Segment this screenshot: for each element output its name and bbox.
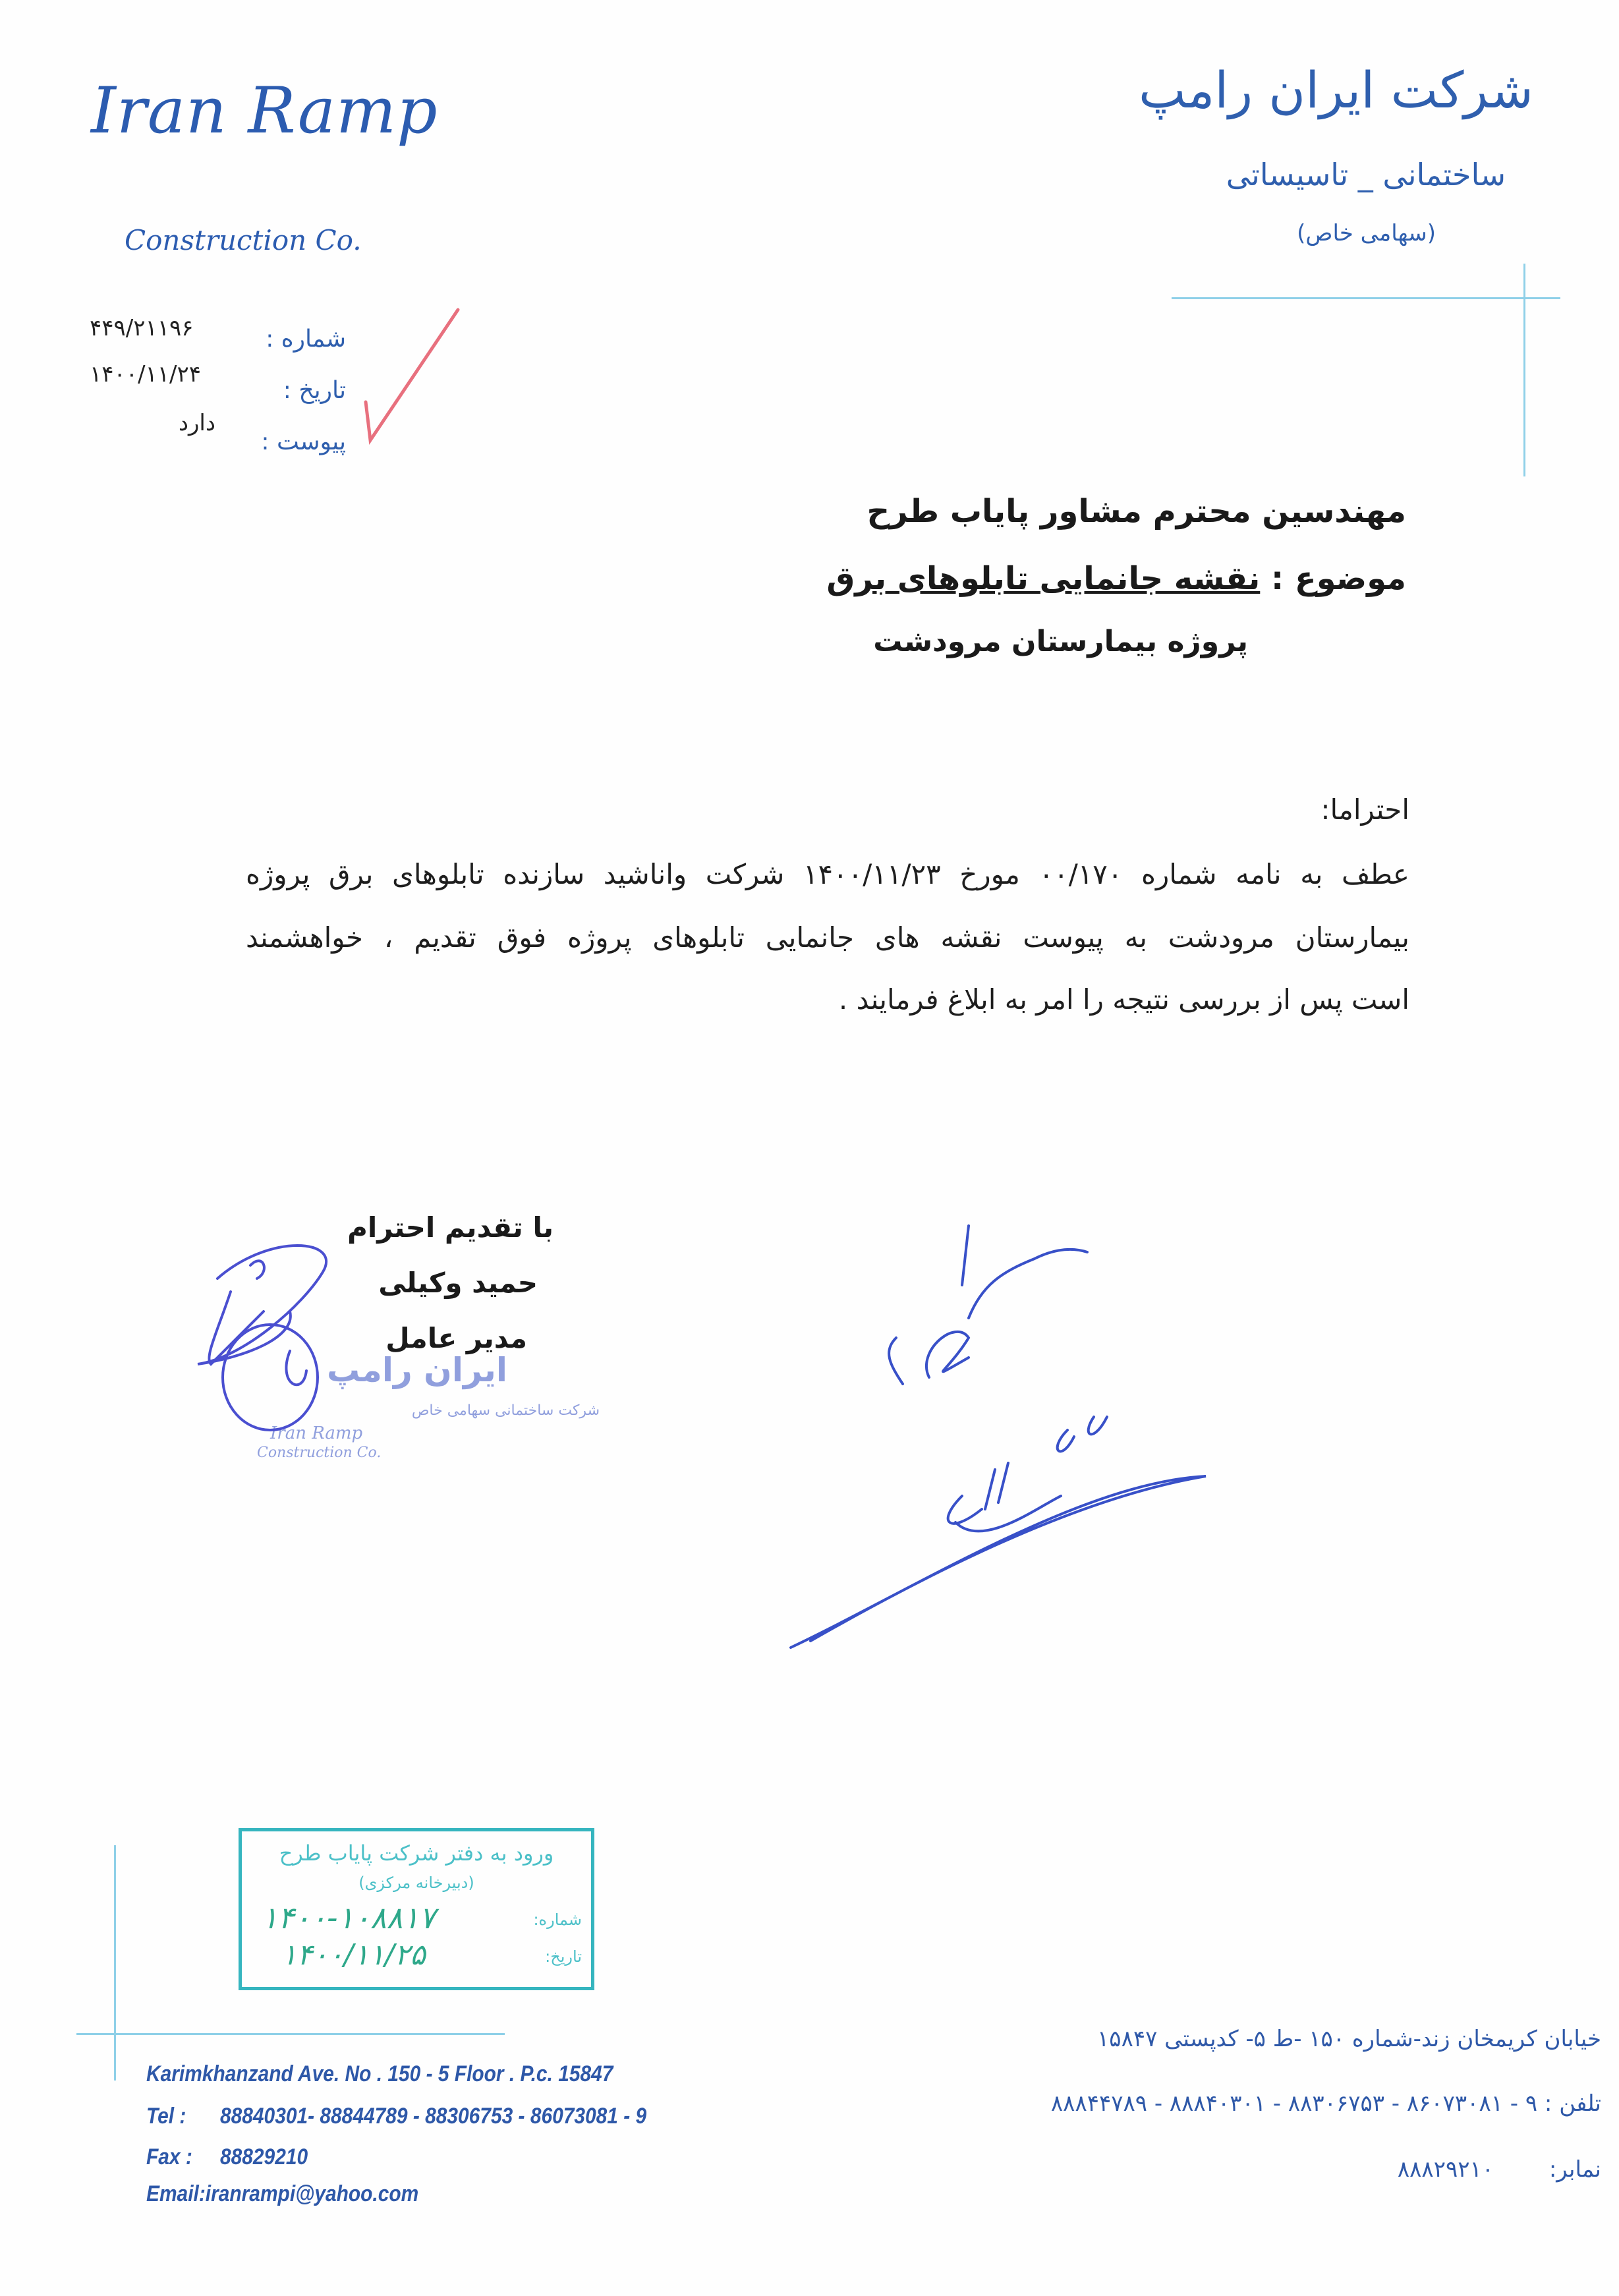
signature-icon (191, 1226, 362, 1437)
footer-tel-en: 88840301- 88844789 - 88306753 - 86073081 - 9 (220, 2104, 647, 2129)
date-label: تاریخ : (283, 377, 346, 404)
footer-tel-fa: تلفن : ۹ - ۸۶۰۷۳۰۸۱ - ۸۸۳۰۶۷۵۳ - ۸۸۸۴۰۳۰۱ - ۸۸۸۴۴۷۸۹ (1050, 2090, 1601, 2117)
number-label: شماره : (266, 326, 346, 353)
stamp-date-value: ۱۴۰۰/۱۱/۲۵ (281, 1938, 426, 1972)
header-rule (1172, 297, 1560, 299)
footer-fax-label-fa: نمابر: (1548, 2156, 1601, 2183)
closing: با تقدیم احترام (347, 1211, 554, 1244)
footer-fax-label-en: Fax : (146, 2144, 192, 2169)
footer-rule (76, 2033, 505, 2035)
check-mark-icon (356, 303, 468, 448)
logo-english: Iran Ramp (91, 74, 438, 148)
company-activity: ساختمانی _ تاسیساتی (1226, 157, 1506, 192)
stamp-number-label: شماره: (533, 1910, 582, 1929)
footer-fax-en: 88829210 (220, 2144, 308, 2169)
stamp-title: ورود به دفتر شرکت پایاب طرح (279, 1841, 554, 1866)
greeting: احتراما: (1321, 793, 1409, 826)
attachment-value: دارد (178, 410, 215, 436)
footer-tel-label-en: Tel : (146, 2104, 186, 2129)
body-line: است پس از بررسی نتیجه را امر به ابلاغ فرمایند . (838, 983, 1409, 1016)
attachment-label: پیوست : (261, 428, 346, 455)
subject-text: نقشه جانمایی تابلوهای برق (826, 560, 1261, 597)
footer-fax-fa: ۸۸۸۲۹۲۱۰ (1397, 2156, 1494, 2183)
seal-name-fa: ایران رامپ (326, 1351, 507, 1389)
body-line: بیمارستان مرودشت به پیوست نقشه های جانمایی تابلوهای پروژه فوق تقدیم ، خواهشمند (246, 921, 1409, 954)
receipt-stamp (239, 1828, 594, 1990)
footer-rule-vertical (114, 1845, 116, 2081)
stamp-date-label: تاریخ: (545, 1947, 582, 1966)
logo-english-subtitle: Construction Co. (125, 224, 362, 256)
company-name-fa: شرکت ایران رامپ (1138, 61, 1533, 119)
addressee: مهندسین محترم مشاور پایاب طرح (866, 493, 1406, 530)
footer-address-en: Karimkhanzand Ave. No . 150 - 5 Floor . P.c. 15847 (146, 2061, 613, 2086)
footer-email[interactable]: Email:iranrampi@yahoo.com (146, 2181, 419, 2206)
signer-title: مدیر عامل (385, 1322, 527, 1354)
approval-handwriting-icon (784, 1219, 1219, 1654)
signer-name: حمید وکیلی (378, 1267, 538, 1299)
seal-sub-fa: شرکت ساختمانی سهامی خاص (411, 1402, 600, 1419)
subject-line (826, 560, 1406, 597)
seal-sub-en: Construction Co. (257, 1445, 382, 1461)
project-name: پروژه بیمارستان مرودشت (873, 625, 1248, 658)
body-line: عطف به نامه شماره ۰۰/۱۷۰ مورخ ۱۴۰۰/۱۱/۲۳ شرکت واناشید سازنده تابلوهای برق پروژه (246, 858, 1409, 890)
header-rule-vertical (1523, 264, 1525, 476)
stamp-subtitle: (دبیرخانه مرکزی) (358, 1874, 474, 1892)
stamp-number-value: ۱۴۰۰-۱۰۸۸۱۷ (262, 1900, 436, 1936)
company-type: (سهامی خاص) (1297, 220, 1436, 246)
date-value: ۱۴۰۰/۱۱/۲۴ (90, 361, 202, 387)
subject-label: موضوع : (1271, 560, 1406, 597)
footer-address-fa: خیابان کریمخان زند-شماره ۱۵۰ -ط ۵- کدپستی ۱۵۸۴۷ (1097, 2026, 1601, 2052)
seal-name-en: Iran Ramp (270, 1423, 363, 1443)
number-value: ۴۴۹/۲۱۱۹۶ (90, 315, 194, 341)
